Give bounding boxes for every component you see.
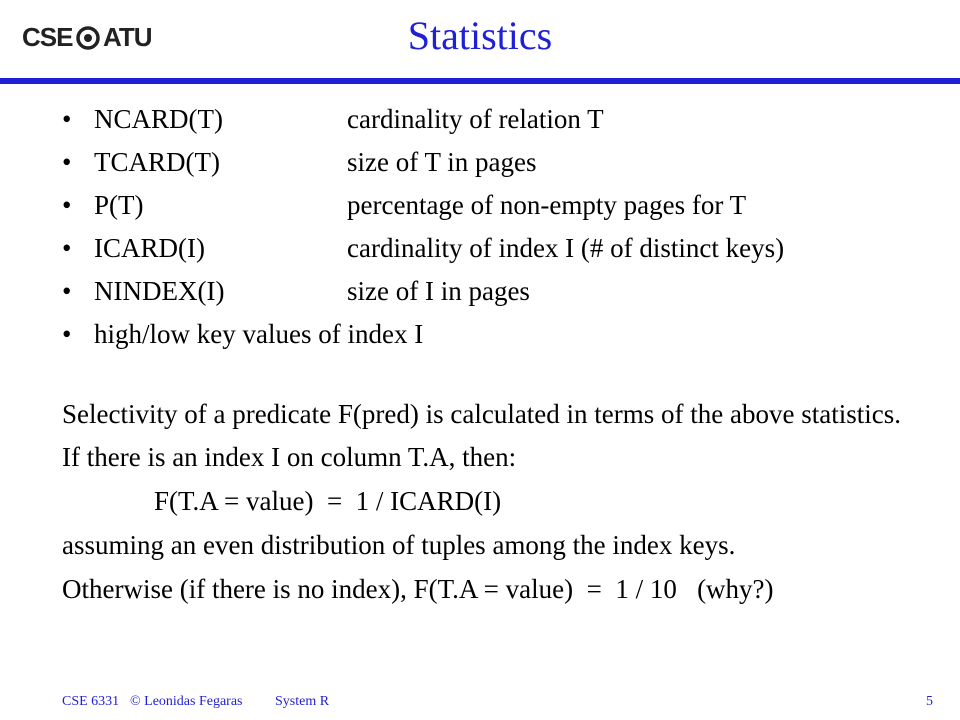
statistic-description: size of T in pages [347, 147, 537, 177]
bullet-marker: • [62, 190, 72, 220]
footer-topic: System R [275, 694, 330, 709]
statistic-description: percentage of non-empty pages for T [347, 190, 747, 220]
page-number: 5 [926, 694, 933, 709]
statistic-term: P(T) [94, 190, 144, 220]
slide-body [62, 398, 942, 605]
bullet-marker: • [62, 276, 72, 306]
selectivity-formula: F(T.A = value) = 1 / ICARD(I) [154, 486, 502, 516]
logo-text-uta: UTA [104, 22, 153, 52]
index-condition-paragraph: If there is an index I on column T.A, then: [62, 442, 517, 472]
bullet-marker: • [62, 319, 72, 349]
bullet-marker: • [62, 233, 72, 263]
assumption-paragraph: assuming an even distribution of tuples among the index keys. [62, 530, 736, 560]
statistic-term: ICARD(I) [94, 233, 205, 263]
slide-title: Statistics [407, 13, 553, 58]
statistic-description: cardinality of index I (# of distinct keys) [347, 233, 785, 263]
logo-text-cse: CSE [22, 22, 73, 52]
selectivity-paragraph: Selectivity of a predicate F(pred) is calculated in terms of the above statistics. [62, 399, 901, 429]
footer-author: © Leonidas Fegaras [130, 694, 243, 709]
bullet-marker: • [62, 104, 72, 134]
statistic-description: cardinality of relation T [347, 104, 604, 134]
statistic-term: TCARD(T) [94, 147, 220, 177]
bullet-marker: • [62, 147, 72, 177]
statistic-term: NINDEX(I) [94, 276, 225, 306]
statistic-description: size of I in pages [347, 276, 530, 306]
footer-course: CSE 6331 [62, 694, 120, 709]
statistic-term: NCARD(T) [94, 104, 223, 134]
title-divider [0, 78, 960, 84]
otherwise-paragraph: Otherwise (if there is no index), F(T.A = value) = 1 / 10 (why?) [62, 574, 774, 604]
statistic-text: high/low key values of index I [94, 319, 424, 349]
